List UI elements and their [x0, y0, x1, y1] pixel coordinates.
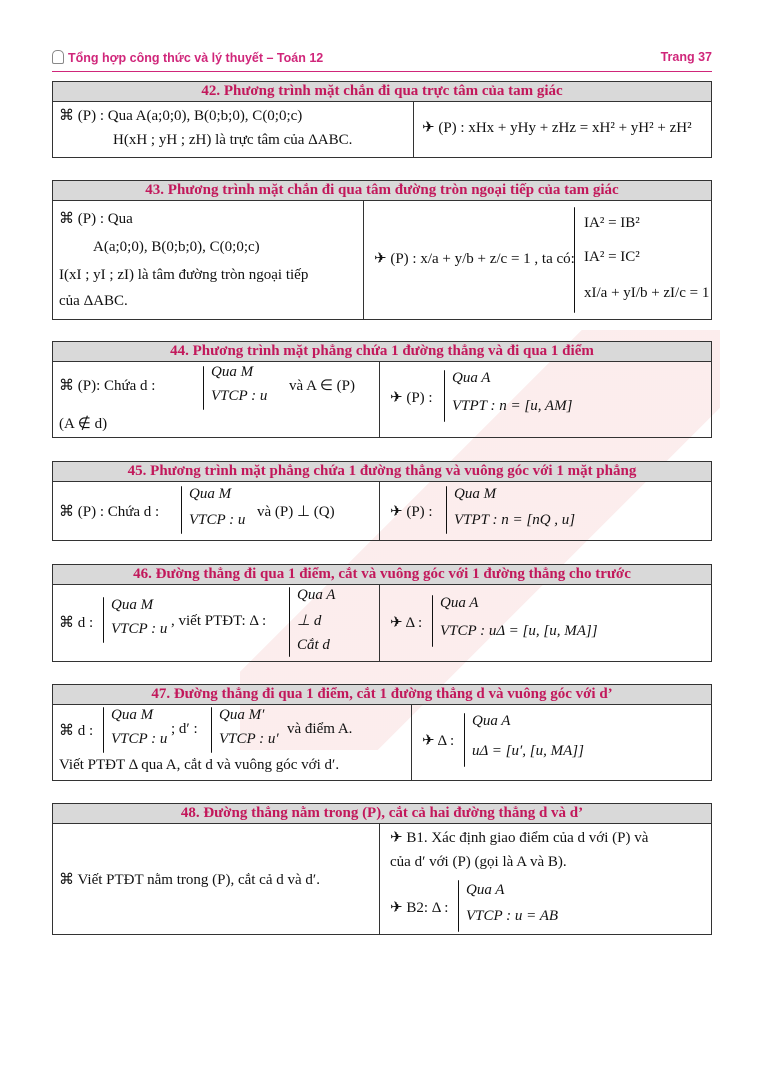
text-line: ✈ (P) : — [390, 504, 433, 520]
text-line: , viết PTĐT: Δ : — [171, 613, 267, 629]
formula: VTCP : u — [111, 731, 168, 747]
text-line: ⌘ (P): Chứa d : — [59, 378, 156, 394]
brace — [103, 707, 104, 753]
text-line: ✈ Δ : — [390, 615, 423, 631]
formula: VTPT : n = [nQ , u] — [454, 512, 576, 528]
text-line: ✈ Δ : — [422, 733, 455, 749]
brace — [464, 713, 465, 767]
section-43 — [52, 180, 712, 320]
page-header — [52, 50, 712, 68]
page-number: Trang 37 — [660, 50, 712, 64]
formula: Qua M — [111, 707, 154, 723]
formula: Cắt d — [297, 637, 330, 653]
formula: IA² = IC² — [584, 249, 640, 265]
formula: Qua M — [211, 364, 254, 380]
brace — [211, 707, 212, 753]
section-44 — [52, 341, 712, 438]
text-line: (A ∉ d) — [59, 416, 108, 432]
text-line: ⌘ (P) : Qua A(a;0;0), B(0;b;0), C(0;0;c) — [59, 108, 303, 124]
text-line: ✈ (P) : — [390, 390, 433, 406]
brace — [444, 370, 445, 422]
header-title: Tổng hợp công thức và lý thuyết – Toán 12 — [68, 51, 324, 65]
text-line: I(xI ; yI ; zI) là tâm đường tròn ngoại tiếp — [59, 267, 309, 283]
section-title: 46. Đường thẳng đi qua 1 điểm, cắt và vuông góc với 1 đường thẳng cho trước — [53, 565, 711, 585]
formula: VTCP : uΔ = [u, [u, MA]] — [440, 623, 598, 639]
formula: Qua A — [440, 595, 479, 611]
text-line: ⌘ d : — [59, 615, 94, 631]
formula: VTCP : u′ — [219, 731, 279, 747]
text-line: H(xH ; yH ; zH) là trực tâm của ΔABC. — [113, 132, 353, 148]
section-title: 43. Phương trình mặt chắn đi qua tâm đường tròn ngoại tiếp của tam giác — [53, 181, 711, 201]
brace — [458, 880, 459, 932]
formula: VTCP : u — [189, 512, 246, 528]
formula: VTCP : u — [211, 388, 268, 404]
text-line: ⌘ Viết PTĐT nằm trong (P), cắt cả d và d′. — [59, 872, 320, 888]
header-rule — [52, 71, 712, 72]
section-45 — [52, 461, 712, 541]
formula: ⊥ d — [297, 613, 322, 629]
section-46 — [52, 564, 712, 662]
formula: Qua A — [472, 713, 511, 729]
formula: ✈ (P) : x/a + y/b + z/c = 1 , ta có: — [374, 251, 575, 267]
formula: uΔ = [u′, [u, MA]] — [472, 743, 584, 759]
text-line: ⌘ (P) : Qua — [59, 211, 133, 227]
text-line: ✈ B1. Xác định giao điểm của d với (P) và — [390, 830, 649, 846]
text-line: của ΔABC. — [59, 293, 128, 309]
text-line: của d′ với (P) (gọi là A và B). — [390, 854, 567, 870]
formula: ✈ (P) : xHx + yHy + zHz = xH² + yH² + zH² — [422, 120, 692, 136]
brace — [203, 366, 204, 410]
formula: VTCP : u = AB — [466, 908, 559, 924]
brace — [574, 207, 575, 313]
section-title: 45. Phương trình mặt phẳng chứa 1 đường thẳng và vuông góc với 1 mặt phẳng — [53, 462, 711, 482]
section-title: 44. Phương trình mặt phẳng chứa 1 đường thẳng và đi qua 1 điểm — [53, 342, 711, 362]
text-line: Viết PTĐT Δ qua A, cắt d và vuông góc với d′. — [59, 757, 340, 773]
text-line: và A ∈ (P) — [289, 378, 355, 394]
section-title: 42. Phương trình mặt chắn đi qua trực tâm của tam giác — [53, 82, 711, 102]
formula: Qua A — [466, 882, 505, 898]
formula: IA² = IB² — [584, 215, 640, 231]
formula: Qua M — [454, 486, 497, 502]
formula: VTCP : u — [111, 621, 168, 637]
formula: Qua A — [452, 370, 491, 386]
section-48 — [52, 803, 712, 935]
section-42 — [52, 81, 712, 158]
formula: Qua M — [111, 597, 154, 613]
brace — [289, 587, 290, 657]
section-title: 48. Đường thẳng nằm trong (P), cắt cả hai đường thẳng d và d’ — [53, 804, 711, 824]
formula: Qua A — [297, 587, 336, 603]
text-line: A(a;0;0), B(0;b;0), C(0;0;c) — [93, 239, 260, 255]
text-line: ; d′ : — [171, 721, 198, 737]
formula: xI/a + yI/b + zI/c = 1 — [584, 285, 710, 301]
logo-icon — [52, 50, 64, 64]
text-line: ✈ B2: Δ : — [390, 900, 449, 916]
brace — [103, 597, 104, 643]
section-47 — [52, 684, 712, 781]
text-line: và (P) ⊥ (Q) — [257, 504, 335, 520]
formula: VTPT : n = [u, AM] — [452, 398, 573, 414]
brace — [432, 595, 433, 647]
text-line: ⌘ d : — [59, 723, 94, 739]
formula: Qua M′ — [219, 707, 265, 723]
brace — [446, 486, 447, 534]
formula: Qua M — [189, 486, 232, 502]
header-left — [52, 50, 323, 65]
text-line: và điểm A. — [287, 721, 353, 737]
brace — [181, 486, 182, 534]
text-line: ⌘ (P) : Chứa d : — [59, 504, 160, 520]
section-title: 47. Đường thẳng đi qua 1 điểm, cắt 1 đường thẳng d và vuông góc với d’ — [53, 685, 711, 705]
